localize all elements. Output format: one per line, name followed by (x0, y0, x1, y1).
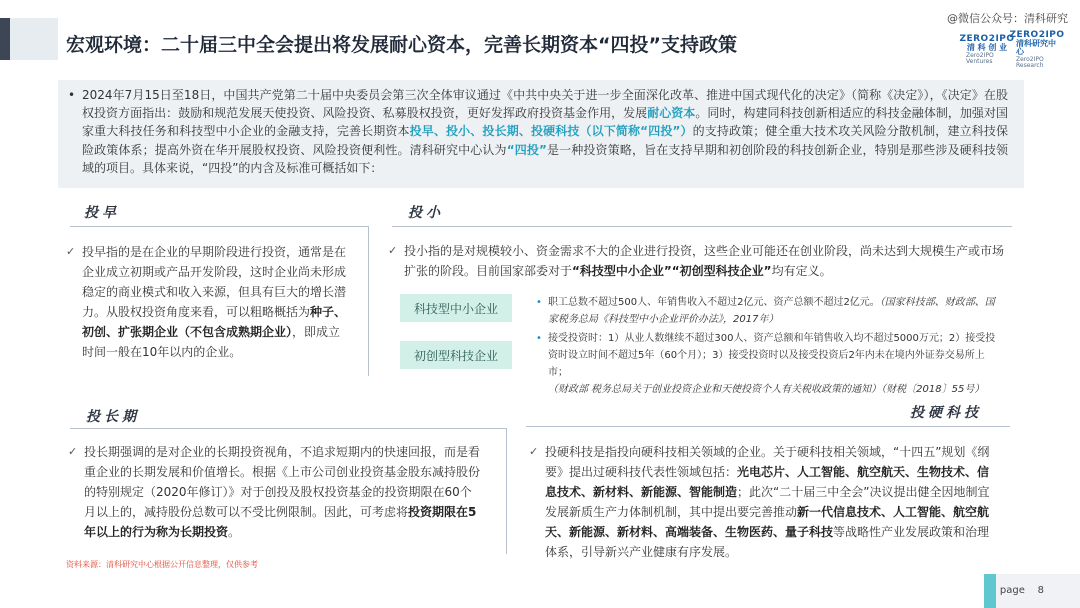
startup-tech-definition (536, 330, 1000, 398)
early-bold-1: 种子、初创、扩张期企业（不包含成熟期企业） (82, 305, 347, 339)
page-label: page (999, 585, 1025, 596)
intro-panel (58, 80, 1024, 188)
bullet-icon: • (536, 297, 542, 308)
hardtech-description (529, 442, 995, 562)
startup-tech-text: 接受投资时：1）从业人数继续不超过300人、资产总额和年销售收入均不超过5000万元；2）接受投资时设立时间不超过5年（60个月）；3）接受投资时以及接受投资后2年内未在境内外证券交易所上市； (548, 333, 996, 378)
intro-text-1: 2024年7月15日至18日，中国共产党第二十届中央委员会第三次全体审议通过《中共中央关于进一步全面深化改革、推进中国式现代化的决定》（简称《决定》），《决定》在股权投资方面指出：鼓励和规范发展天使投资、风险投资、私募股权投资，更好发挥政府投资基金作用，发展 (82, 88, 1008, 121)
early-text-1: 投早指的是在企业的早期阶段进行投资，通常是在企业成立初期或产品开发阶段，这时企业尚未形成稳定的商业模式和收入来源，但具有巨大的增长潜力。从股权投资角度来看，可以粗略概括为 (82, 245, 347, 319)
logo-name: 清科研究中心 (1016, 39, 1056, 57)
source-note: 资料来源：清科研究中心根据公开信息整理，仅供参考 (66, 560, 258, 569)
divider (526, 426, 1010, 427)
hardtech-text-1: 投硬科技是指投向硬科技相关领域的企业。关于硬科技相关领域，“十四五”规划《纲要》提出过硬科技代表性领域包括： (545, 445, 990, 479)
divider (70, 428, 506, 429)
tech-sme-definition (536, 294, 1000, 328)
small-text-1: 投小指的是对规模较小、资金需求不大的企业进行投资，这些企业可能还在创业阶段，尚未达到大规模生产或市场扩张的阶段。目前国家部委对于 (404, 244, 1005, 278)
small-bold-1: “科技型中小企业”“初创型科技企业” (572, 264, 772, 278)
header-accent-bar (0, 18, 10, 60)
small-description (388, 241, 1005, 281)
long-description (68, 442, 482, 542)
check-icon: ✓ (529, 445, 539, 458)
tech-sme-source: （国家科技部、财政部、国家税务总局《科技型中小企业评价办法》，2017年） (548, 297, 995, 325)
divider (392, 226, 1012, 227)
hardtech-text-2: ；此次“二十届三中全会”决议提出健全因地制宜发展新质生产力体制机制，其中提出要完善推动 (545, 485, 990, 519)
intro-text-3: 的支持政策；健全重大技术攻关风险分散机制，建立科技保险政策体系；提高外资在华开展股权投资、风险投资便利性。清科研究中心认为 (82, 124, 1008, 157)
check-icon: ✓ (68, 445, 78, 458)
divider (506, 428, 507, 554)
section-title-long: 投长期 (86, 409, 140, 425)
startup-tech-source: （财政部 税务总局关于创业投资企业和天使投资个人有关税收政策的通知）（财税〔2018〕55号） (548, 384, 985, 395)
long-text-1: 投长期强调的是对企业的长期投资视角，不追求短期内的快速回报，而是看重企业的长期发展和价值增长。根据《上市公司创业投资基金股东减持股份的特别规定（2020年修订）》对于创投及股权投资基金的投资期限在60个月以上的，减持股份总数可以不受比例限制。因此，可考虑将 (84, 445, 481, 519)
logo-sub: Zero2IPO Research (1016, 55, 1044, 70)
check-icon: ✓ (388, 244, 398, 257)
intro-highlight-1: 耐心资本 (647, 106, 696, 121)
tag-tech-sme: 科技型中小企业 (400, 294, 512, 322)
early-text-2: ，即成立时间一般在10年以内的企业。 (82, 325, 341, 359)
logo-mark: ZERO2IPO (959, 33, 1015, 44)
page-number-value: 8 (1037, 585, 1044, 596)
logo-sub: Zero2IPO Ventures (966, 51, 994, 65)
logo-mark: ZERO2IPO (1009, 29, 1065, 40)
header-accent-panel (10, 18, 58, 60)
watermark: @微信公众号：清科研究 (947, 12, 1068, 25)
long-text-2: 。 (228, 525, 241, 539)
logo-name: 清 科 创 业 (966, 43, 1008, 53)
intro-text-2: 。同时，构建同科技创新相适应的科技金融体制，加强对国家重大科技任务和科技型中小企业的金融支持，完善长期资本 (82, 106, 1008, 139)
footer-accent (984, 574, 996, 608)
bullet-icon: • (536, 333, 542, 344)
section-title-hardtech: 投硬科技 (910, 405, 982, 421)
hardtech-text-3: 等战略性产业发展政策和治理体系，引导新兴产业健康有序发展。 (545, 525, 990, 559)
logo-zero2ipo-ventures (959, 33, 1015, 65)
bullet-icon: • (68, 88, 76, 102)
hardtech-bold-1: 光电芯片、人工智能、航空航天、生物技术、信息技术、新材料、新能源、智能制造 (545, 465, 990, 499)
intro-text-4: 是一种投资策略，旨在支持早期和初创阶段的科技创新企业，特别是那些涉及硬科技领域的项目。具体来说，“四投”的内含及标准可概括如下： (82, 142, 1008, 175)
section-title-small: 投小 (408, 205, 444, 221)
hardtech-bold-2: 新一代信息技术、人工智能、航空航天、新能源、新材料、高端装备、生物医药、量子科技 (545, 505, 990, 539)
logo-group (959, 29, 1065, 70)
page-title: 宏观环境：二十届三中全会提出将发展耐心资本，完善长期资本“四投”支持政策 (66, 34, 737, 56)
tech-sme-text: 职工总数不超过500人、年销售收入不超过2亿元、资产总额不超过2亿元。 (548, 297, 880, 308)
check-icon: ✓ (66, 245, 76, 258)
tag-startup-tech: 初创型科技企业 (400, 341, 512, 369)
intro-highlight-3: “四投” (506, 142, 547, 157)
intro-paragraph (58, 80, 1024, 177)
divider (368, 226, 369, 376)
intro-highlight-2: 投早、投小、投长期、投硬科技（以下简称“四投”） (409, 124, 693, 139)
divider (70, 226, 368, 227)
logo-zero2ipo-research (1009, 29, 1065, 70)
page-number (1000, 585, 1044, 596)
early-description (66, 242, 352, 362)
long-bold-1: 投资期限在5年以上的行为称为长期投资 (84, 505, 477, 539)
small-text-2: 均有定义。 (771, 264, 832, 278)
section-title-early: 投早 (84, 205, 120, 221)
